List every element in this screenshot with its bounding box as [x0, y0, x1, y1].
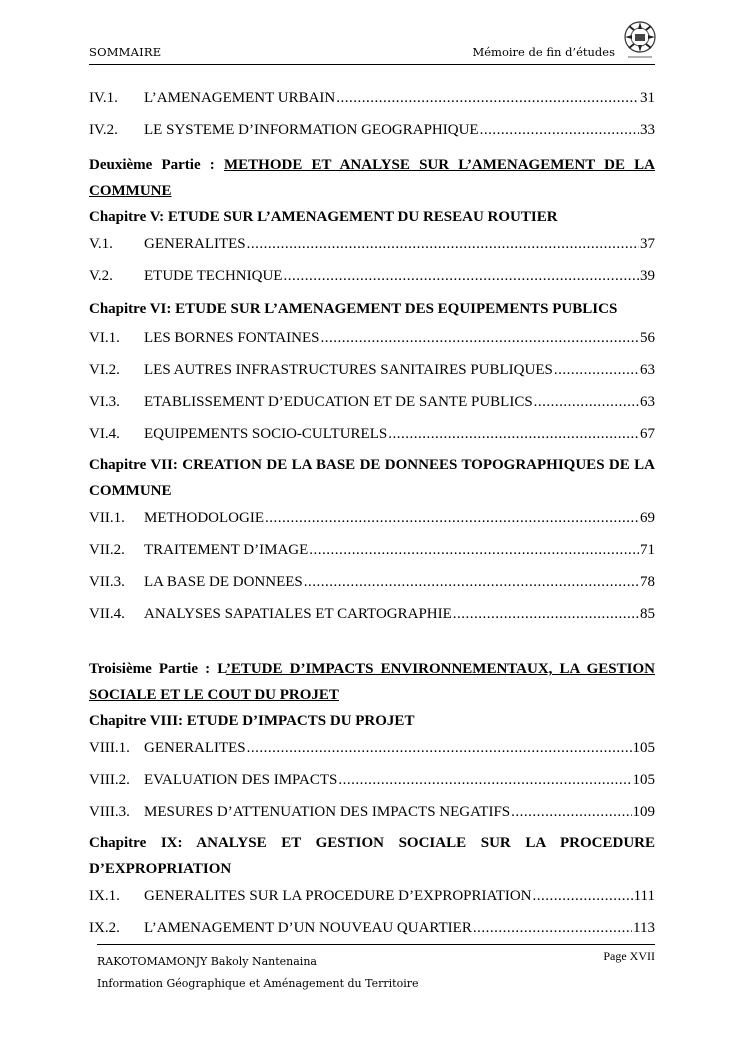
toc-entry-page: 105	[632, 772, 655, 788]
part-heading-3	[89, 656, 655, 708]
toc-entry-page: 71	[640, 542, 655, 558]
toc-leader-dots	[338, 766, 631, 794]
toc-entry-number: VII.3.	[89, 574, 125, 590]
toc-entry-title: EVALUATION DES IMPACTS	[144, 772, 338, 788]
toc-entry-title: TRAITEMENT D’IMAGE	[144, 542, 309, 558]
toc-entry[interactable]	[89, 568, 655, 600]
toc-entry-page: 109	[632, 804, 655, 820]
toc-entry-title: LES AUTRES INFRASTRUCTURES SANITAIRES PUBLIQUES	[144, 362, 553, 378]
toc-entry-title: METHODOLOGIE	[144, 510, 264, 526]
toc-entry-title: GENERALITES SUR LA PROCEDURE D’EXPROPRIATION	[144, 888, 532, 904]
toc-entry-page: 105	[632, 740, 655, 756]
footer-domain: Information Géographique et Aménagement du Territoire	[97, 977, 419, 990]
table-of-contents	[89, 84, 655, 946]
chapter-heading-7[interactable]: Chapitre VII: CREATION DE LA BASE DE DONNEES TOPOGRAPHIQUES DE LA COMMUNE	[89, 457, 655, 499]
toc-entry[interactable]	[89, 230, 655, 262]
toc-entry-title: L’AMENAGEMENT D’UN NOUVEAU QUARTIER	[144, 920, 472, 936]
toc-leader-dots	[265, 504, 639, 532]
toc-entry-page: 69	[640, 510, 655, 526]
toc-leader-dots	[453, 600, 639, 628]
toc-entry-title: ETABLISSEMENT D’EDUCATION ET DE SANTE PUBLICS	[144, 394, 533, 410]
toc-entry-page: 113	[633, 920, 655, 936]
toc-entry[interactable]	[89, 914, 655, 946]
toc-entry-page: 39	[640, 268, 655, 284]
toc-leader-dots	[320, 324, 639, 352]
toc-entry[interactable]	[89, 262, 655, 294]
toc-entry-number: VIII.3.	[89, 804, 130, 820]
toc-entry-page: 31	[640, 90, 655, 106]
part-prefix: Deuxième Partie :	[89, 157, 224, 173]
toc-entry[interactable]	[89, 766, 655, 798]
toc-leader-dots	[511, 798, 631, 826]
toc-entry-page: 37	[640, 236, 655, 252]
toc-entry-title: ETUDE TECHNIQUE	[144, 268, 283, 284]
toc-entry-title: L’AMENAGEMENT URBAIN	[144, 90, 336, 106]
toc-entry-number: IV.1.	[89, 90, 118, 106]
toc-entry-number: VIII.2.	[89, 772, 130, 788]
part-heading-2	[89, 152, 655, 204]
toc-leader-dots	[473, 914, 632, 942]
toc-entry-number: VI.4.	[89, 426, 120, 442]
toc-entry-title: EQUIPEMENTS SOCIO-CULTURELS	[144, 426, 388, 442]
page-header	[89, 40, 655, 65]
chapter-heading-6[interactable]: Chapitre VI: ETUDE SUR L’AMENAGEMENT DES EQUIPEMENTS PUBLICS	[89, 301, 618, 317]
toc-leader-dots	[480, 116, 639, 144]
page-footer	[97, 944, 655, 990]
toc-entry-page: 111	[633, 888, 655, 904]
toc-entry-title: GENERALITES	[144, 740, 246, 756]
toc-leader-dots	[247, 734, 632, 762]
toc-entry-number: IX.2.	[89, 920, 120, 936]
header-section-title: SOMMAIRE	[89, 45, 162, 59]
toc-entry[interactable]	[89, 504, 655, 536]
toc-entry-number: VI.3.	[89, 394, 120, 410]
toc-entry[interactable]	[89, 116, 655, 148]
toc-leader-dots	[534, 388, 639, 416]
toc-entry-number: VII.1.	[89, 510, 125, 526]
toc-entry-page: 33	[640, 122, 655, 138]
toc-entry[interactable]	[89, 882, 655, 914]
toc-entry[interactable]	[89, 798, 655, 830]
toc-entry-page: 78	[640, 574, 655, 590]
toc-entry-page: 56	[640, 330, 655, 346]
toc-entry[interactable]	[89, 420, 655, 452]
toc-entry[interactable]	[89, 536, 655, 568]
chapter-heading-8[interactable]: Chapitre VIII: ETUDE D’IMPACTS DU PROJET	[89, 713, 415, 729]
toc-entry[interactable]	[89, 734, 655, 766]
toc-leader-dots	[554, 356, 639, 384]
toc-leader-dots	[309, 536, 639, 564]
toc-entry-page: 63	[640, 362, 655, 378]
toc-leader-dots	[533, 882, 633, 910]
toc-entry-number: V.1.	[89, 236, 113, 252]
toc-entry-title: LES BORNES FONTAINES	[144, 330, 320, 346]
toc-entry-number: VII.2.	[89, 542, 125, 558]
toc-entry-page: 67	[640, 426, 655, 442]
toc-leader-dots	[336, 84, 639, 112]
part-prefix: Troisième Partie : L	[89, 661, 226, 677]
toc-entry-title: LA BASE DE DONNEES	[144, 574, 303, 590]
toc-leader-dots	[304, 568, 639, 596]
toc-entry[interactable]	[89, 84, 655, 116]
toc-entry-number: VI.1.	[89, 330, 120, 346]
toc-entry[interactable]	[89, 388, 655, 420]
part-title: ’ETUDE D’IMPACTS ENVIRONNEMENTAUX, LA GESTION SOCIALE ET LE COUT DU PROJET	[89, 661, 655, 703]
toc-entry-page: 63	[640, 394, 655, 410]
header-document-type: Mémoire de fin d’études	[472, 45, 615, 59]
toc-entry-title: ANALYSES SAPATIALES ET CARTOGRAPHIE	[144, 606, 452, 622]
toc-entry-title: LE SYSTEME D’INFORMATION GEOGRAPHIQUE	[144, 122, 479, 138]
toc-entry-number: IX.1.	[89, 888, 120, 904]
footer-page-number: Page XVII	[603, 949, 655, 963]
chapter-heading-9[interactable]: Chapitre IX: ANALYSE ET GESTION SOCIALE SUR LA PROCEDURE D’EXPROPRIATION	[89, 835, 655, 877]
part-title: METHODE ET ANALYSE SUR L’AMENAGEMENT DE LA COMMUNE	[89, 157, 655, 199]
toc-leader-dots	[283, 262, 639, 290]
toc-entry[interactable]	[89, 600, 655, 632]
toc-leader-dots	[388, 420, 639, 448]
toc-entry-title: MESURES D’ATTENUATION DES IMPACTS NEGATIFS	[144, 804, 511, 820]
toc-entry[interactable]	[89, 324, 655, 356]
toc-entry-number: VII.4.	[89, 606, 125, 622]
toc-entry-number: VIII.1.	[89, 740, 130, 756]
toc-entry-page: 85	[640, 606, 655, 622]
toc-leader-dots	[247, 230, 639, 258]
institution-logo-icon	[620, 17, 660, 61]
toc-entry-number: V.2.	[89, 268, 113, 284]
toc-entry-number: VI.2.	[89, 362, 120, 378]
toc-entry-title: GENERALITES	[144, 236, 246, 252]
toc-entry-number: IV.2.	[89, 122, 118, 138]
chapter-heading-5[interactable]: Chapitre V: ETUDE SUR L’AMENAGEMENT DU RESEAU ROUTIER	[89, 209, 558, 225]
toc-entry[interactable]	[89, 356, 655, 388]
footer-author: RAKOTOMAMONJY Bakoly Nantenaina	[97, 955, 317, 968]
